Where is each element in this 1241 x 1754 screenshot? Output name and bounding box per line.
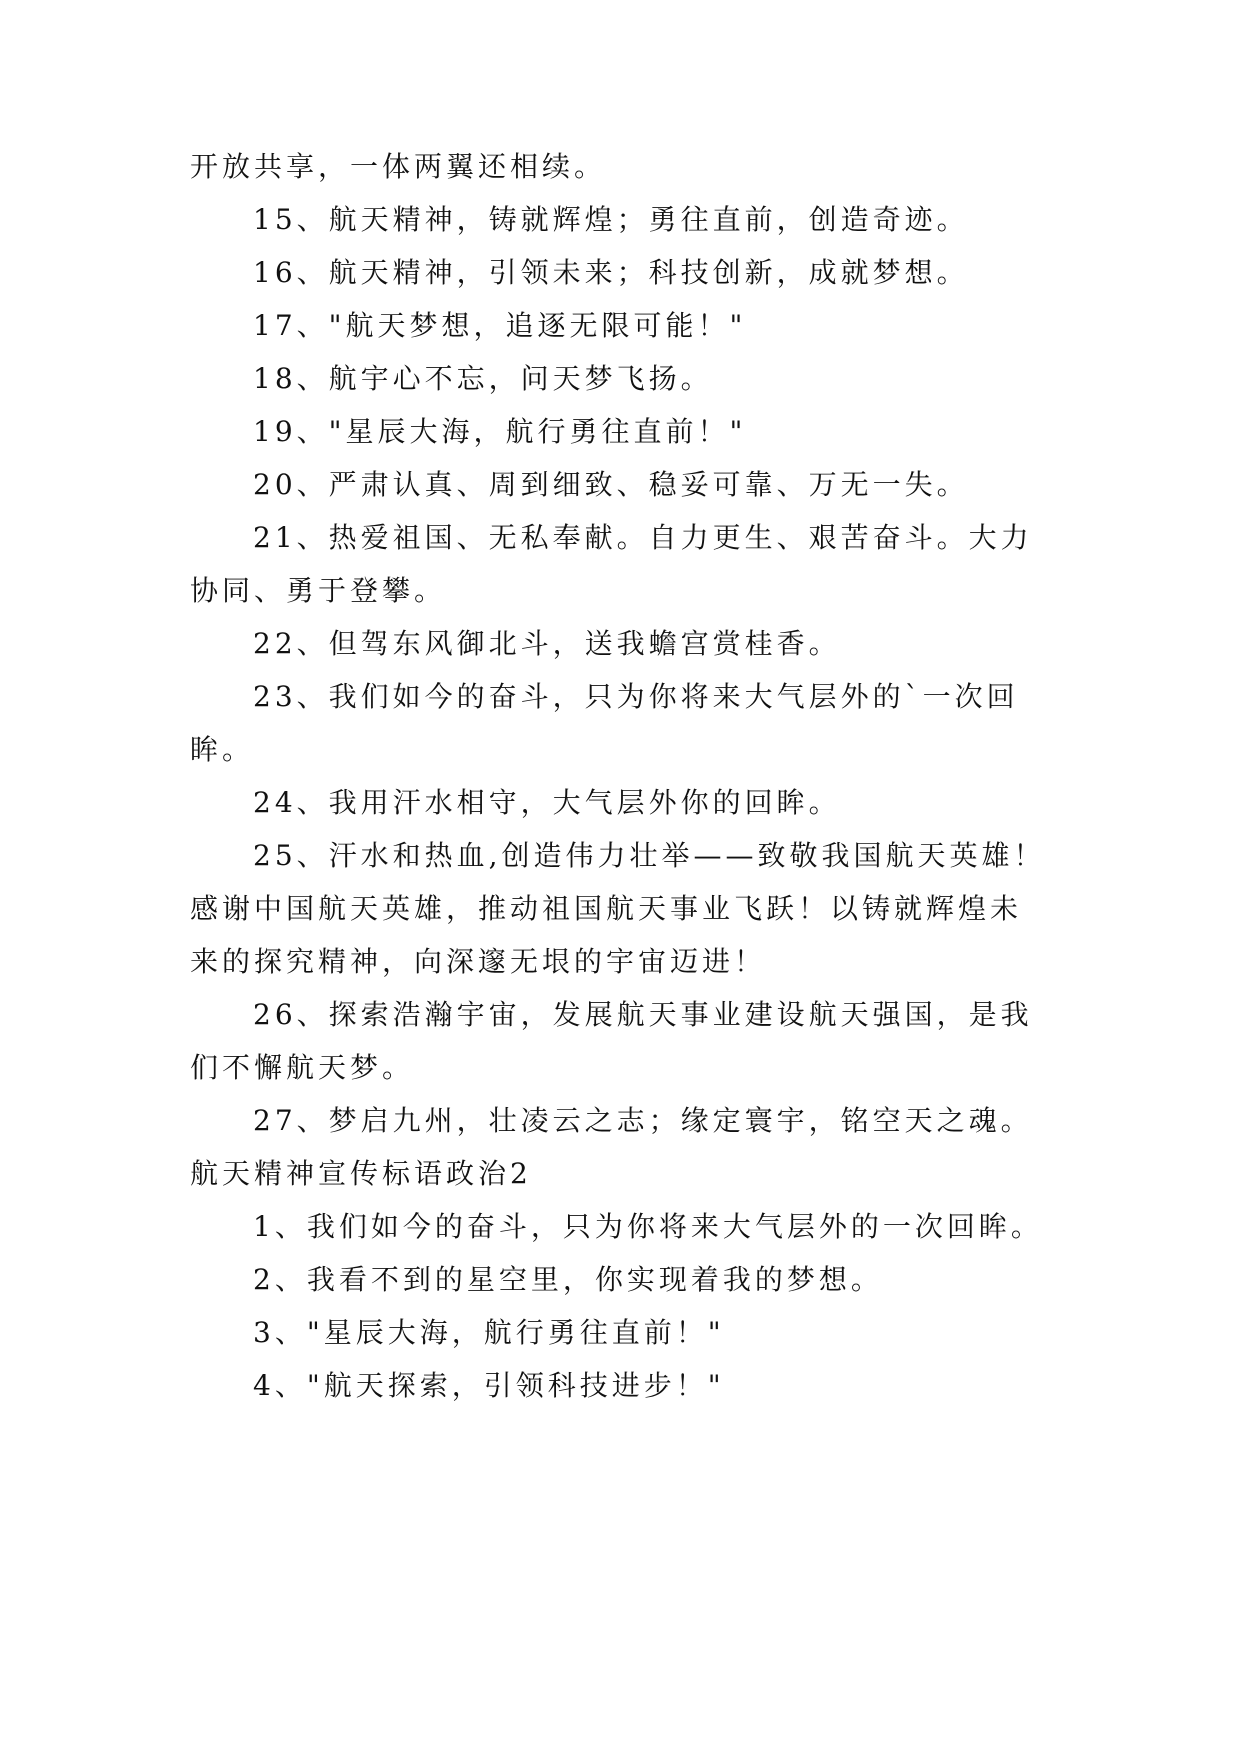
text-line: 感谢中国航天英雄，推动祖国航天事业飞跃！以铸就辉煌未 (190, 892, 1023, 925)
list-item: 20、严肃认真、周到细致、稳妥可靠、万无一失。 (253, 468, 969, 501)
list-item: 3、"星辰大海，航行勇往直前！" (253, 1316, 725, 1349)
text-line: 开放共享，一体两翼还相续。 (190, 150, 607, 183)
list-item: 19、"星辰大海，航行勇往直前！" (253, 415, 747, 448)
text-line: 眸。 (190, 733, 255, 766)
list-item: 26、探索浩瀚宇宙，发展航天事业建设航天强国，是我 (253, 998, 1033, 1031)
list-item: 1、我们如今的奋斗，只为你将来大气层外的一次回眸。 (253, 1210, 1043, 1243)
list-item: 27、梦启九州，壮凌云之志；缘定寰宇，铭空天之魂。 (253, 1104, 1033, 1137)
list-item: 16、航天精神，引领未来；科技创新，成就梦想。 (253, 256, 969, 289)
list-item: 23、我们如今的奋斗，只为你将来大气层外的`一次回 (253, 680, 1019, 713)
list-item: 22、但驾东风御北斗，送我蟾宫赏桂香。 (253, 627, 841, 660)
list-item: 18、航宇心不忘，问天梦飞扬。 (253, 362, 713, 395)
list-item: 21、热爱祖国、无私奉献。自力更生、艰苦奋斗。大力 (253, 521, 1033, 554)
text-line: 来的探究精神，向深邃无垠的宇宙迈进！ (190, 945, 767, 978)
list-item: 25、汗水和热血,创造伟力壮举——致敬我国航天英雄！ (253, 839, 1046, 872)
list-item: 17、"航天梦想，追逐无限可能！" (253, 309, 747, 342)
text-line: 协同、勇于登攀。 (190, 574, 447, 607)
list-item: 15、航天精神，铸就辉煌；勇往直前，创造奇迹。 (253, 203, 969, 236)
list-item: 24、我用汗水相守，大气层外你的回眸。 (253, 786, 841, 819)
list-item: 4、"航天探索，引领科技进步！" (253, 1369, 725, 1402)
list-item: 2、我看不到的星空里，你实现着我的梦想。 (253, 1263, 883, 1296)
text-line: 们不懈航天梦。 (190, 1051, 415, 1084)
section-heading: 航天精神宣传标语政治2 (190, 1157, 532, 1190)
